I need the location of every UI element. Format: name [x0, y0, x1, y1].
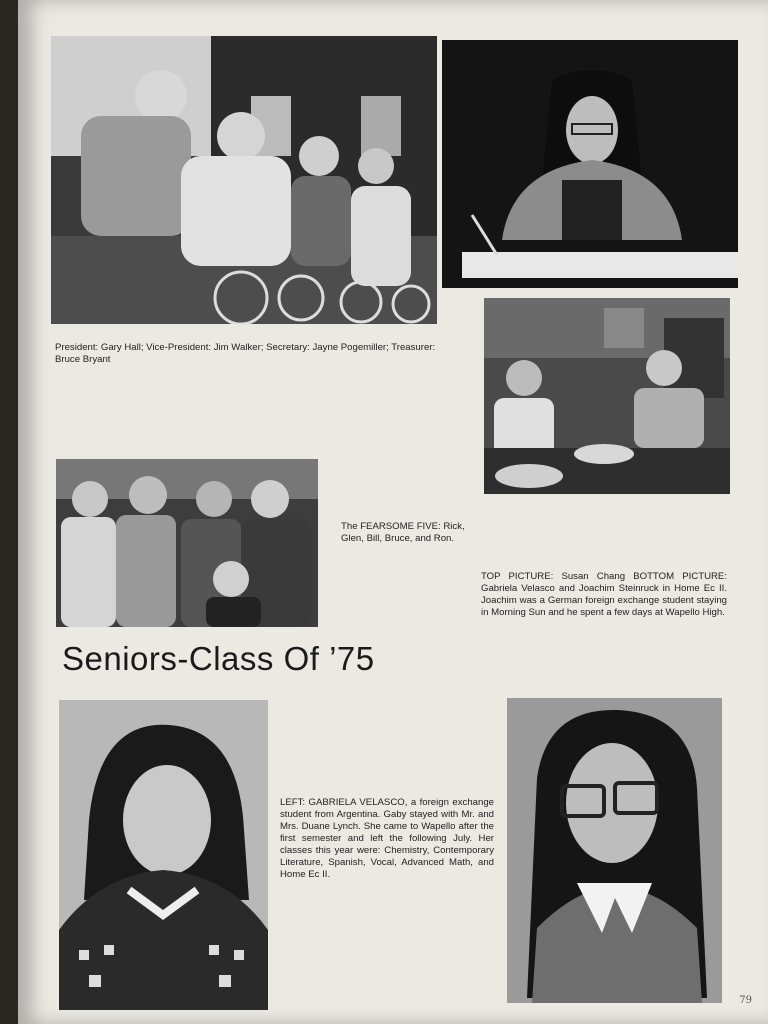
page-number: 79: [739, 995, 752, 1006]
page-title: Seniors-Class Of ’75: [62, 640, 375, 677]
susan-chang-study-photo: [442, 40, 738, 288]
officers-bicycle-photo: [51, 36, 437, 324]
gabriela-velasco-portrait: [59, 700, 268, 1010]
fearsome-five-photo: [56, 459, 318, 627]
home-ec-photo: [484, 298, 730, 494]
top-bottom-caption: TOP PICTURE: Susan Chang BOTTOM PICTURE: Gabriela Velasco and Joachim Steinruck in Home Ec II. Joachim was a German foreign exchange student staying in Morning Sun and he spent a few days at Wapello High.: [481, 571, 727, 618]
susan-chang-portrait: [507, 698, 722, 1003]
yearbook-page: [18, 0, 768, 1024]
officers-caption: President: Gary Hall; Vice-President: Jim Walker; Secretary: Jayne Pogemiller; Treasurer: Bruce Bryant: [55, 342, 436, 365]
gabriela-caption: LEFT: GABRIELA VELASCO, a foreign exchange student from Argentina. Gaby stayed with Mr. and Mrs. Duane Lynch. She came to Wapello after the first semester and left the following July. Her classes this year were: Chemistry, Contemporary Literature, Spanish, Vocal, Advanced Math, and Home Ec II.: [280, 797, 494, 880]
fearsome-five-caption: The FEARSOME FIVE: Rick, Glen, Bill, Bruce, and Ron.: [341, 521, 465, 544]
